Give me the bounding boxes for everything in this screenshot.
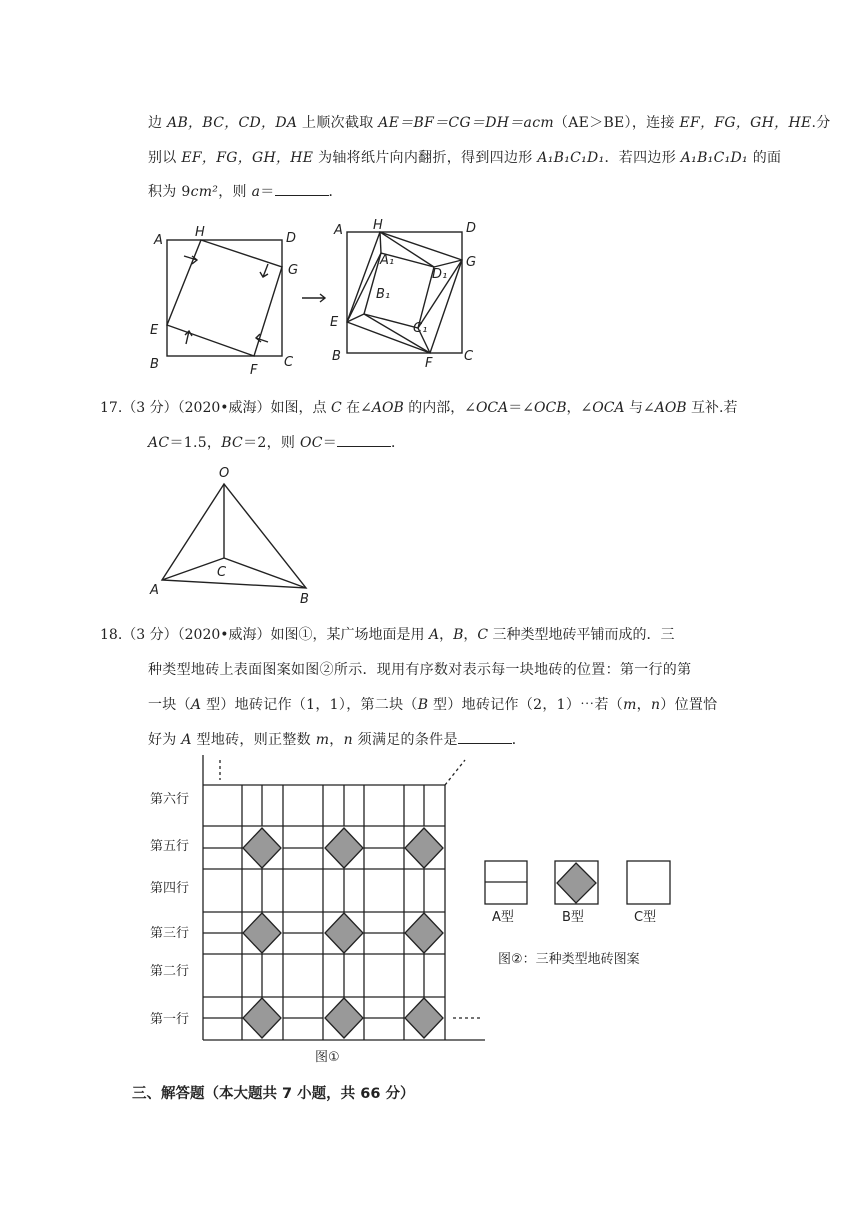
fig17-label-a: A — [150, 583, 159, 598]
q17-line2: AC＝1.5，BC＝2，则 OC＝ ． — [148, 435, 406, 451]
fig16r-label-a: A — [334, 223, 343, 238]
fig16r-label-b1: B₁ — [376, 287, 391, 302]
legend-b-label: B型 — [562, 910, 584, 925]
fig16-label-a: A — [154, 233, 163, 248]
q18-line2: 种类型地砖上表面图案如图②所示．现用有序数对表示每一块地砖的位置：第一行的第 — [148, 662, 692, 678]
figure-1-caption: 图① — [315, 1050, 340, 1065]
q18-line1: 18.（3 分）（2020•威海）如图①，某广场地面是用 A，B，C 三种类型地砖平铺而成的．三 — [100, 627, 675, 643]
row-label-2: 第二行 — [150, 964, 190, 979]
figure-17 — [140, 460, 330, 610]
figure-2-caption: 图②：三种类型地砖图案 — [498, 952, 640, 967]
fig16r-label-b: B — [332, 349, 341, 364]
fig16-label-h: H — [195, 225, 205, 240]
fig16r-label-f: F — [425, 356, 433, 371]
row-label-4: 第四行 — [150, 881, 190, 896]
fig16-label-b: B — [150, 357, 159, 372]
fig17-label-c: C — [217, 565, 227, 580]
fig16r-label-c1: C₁ — [413, 321, 428, 336]
fig16-label-f: F — [250, 363, 258, 378]
fig16-label-e: E — [150, 323, 159, 338]
fig16r-label-c: C — [464, 349, 474, 364]
fig16r-label-d1: D₁ — [432, 267, 448, 282]
q16-line2: 别以 EF，FG，GH，HE 为轴将纸片向内翻折，得到四边形 A₁B₁C₁D₁．若四边形 A₁B₁C₁D₁ 的面 — [148, 150, 782, 166]
answer-blank-17 — [337, 434, 391, 447]
q17-line1: 17.（3 分）（2020•威海）如图，点 C 在∠AOB 的内部，∠OCA＝∠OCB，∠OCA 与∠AOB 互补.若 — [100, 400, 738, 416]
row-label-3: 第三行 — [150, 926, 190, 941]
q16-line3: 积为 9cm²，则 a＝ ． — [148, 184, 343, 200]
figure-16 — [140, 214, 500, 384]
figure-18 — [140, 755, 700, 1075]
q18-line4: 好为 A 型地砖，则正整数 m，n 须满足的条件是 ． — [148, 732, 527, 748]
fig17-label-b: B — [300, 592, 309, 607]
fig16r-label-g: G — [466, 255, 477, 270]
row-label-5: 第五行 — [150, 839, 190, 854]
fig17-label-o: O — [219, 466, 230, 481]
fig16r-label-e: E — [330, 315, 339, 330]
fig16r-label-d: D — [466, 221, 477, 236]
fig16r-label-a1: A₁ — [380, 253, 395, 268]
fig16r-label-h: H — [373, 218, 383, 233]
section-3-heading: 三、解答题（本大题共 7 小题，共 66 分） — [132, 1086, 415, 1102]
row-label-1: 第一行 — [150, 1012, 190, 1027]
answer-blank-16 — [275, 183, 329, 196]
legend-c-label: C型 — [634, 910, 657, 925]
fig16-label-g: G — [288, 263, 299, 278]
fig16-label-d: D — [286, 231, 297, 246]
q16-line1: 边 AB，BC，CD，DA 上顺次截取 AE＝BF＝CG＝DH＝acm（AE＞BE），连接 EF，FG，GH，HE.分 — [148, 115, 831, 131]
q18-line3: 一块（A 型）地砖记作（1，1），第二块（B 型）地砖记作（2，1）⋯若（m，n）位置恰 — [148, 697, 718, 713]
row-label-6: 第六行 — [150, 792, 190, 807]
legend-a-label: A型 — [492, 910, 514, 925]
answer-blank-18 — [458, 731, 512, 744]
fig16-label-c: C — [284, 355, 294, 370]
